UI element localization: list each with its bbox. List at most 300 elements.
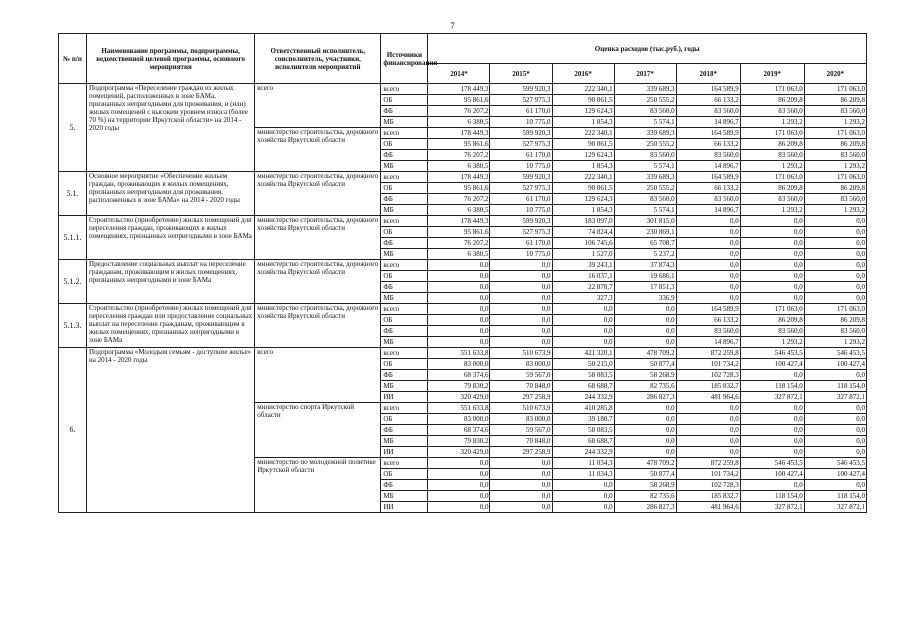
amount-cell: 118 154,0 [804, 381, 866, 392]
amount-cell: 83 560,0 [614, 194, 676, 205]
amount-cell: 74 824,4 [552, 227, 614, 238]
amount-cell: 0,0 [804, 249, 866, 260]
amount-cell: 510 673,9 [490, 348, 552, 359]
amount-cell: 0,0 [552, 337, 614, 348]
header-year: 2018* [676, 64, 740, 84]
amount-cell: 599 920,3 [490, 216, 552, 227]
amount-cell: 0,0 [614, 326, 676, 337]
funding-source: ОБ [381, 227, 428, 238]
funding-source: ОБ [381, 139, 428, 150]
amount-cell: 0,0 [804, 216, 866, 227]
amount-cell: 164 589,9 [676, 304, 740, 315]
amount-cell: 50 877,4 [614, 469, 676, 480]
amount-cell: 83 560,0 [804, 194, 866, 205]
executor: министерство строительства, дорожного хозяйства Иркутской области [255, 172, 381, 216]
row-number: 5.1.1. [59, 216, 87, 260]
amount-cell: 551 633,8 [428, 348, 490, 359]
amount-cell: 0,0 [676, 271, 740, 282]
table-row [59, 348, 867, 359]
amount-cell: 0,0 [552, 491, 614, 502]
amount-cell: 22 878,7 [552, 282, 614, 293]
amount-cell: 171 063,0 [740, 84, 804, 95]
amount-cell: 19 686,1 [614, 271, 676, 282]
page-number: 7 [450, 21, 455, 31]
amount-cell: 0,0 [804, 271, 866, 282]
amount-cell: 0,0 [428, 326, 490, 337]
amount-cell: 0,0 [552, 326, 614, 337]
amount-cell: 327 872,1 [804, 392, 866, 403]
amount-cell: 90 861,5 [552, 95, 614, 106]
amount-cell: 0,0 [490, 326, 552, 337]
amount-cell: 0,0 [676, 436, 740, 447]
table-row [59, 304, 867, 315]
amount-cell: 0,0 [428, 282, 490, 293]
amount-cell: 0,0 [676, 216, 740, 227]
funding-source: всего [381, 348, 428, 359]
funding-source: ИИ [381, 447, 428, 458]
amount-cell: 14 896,7 [676, 337, 740, 348]
table-row [59, 260, 867, 271]
amount-cell: 86 209,8 [740, 95, 804, 106]
amount-cell: 1 293,2 [804, 205, 866, 216]
amount-cell: 5 574,1 [614, 117, 676, 128]
amount-cell: 0,0 [614, 403, 676, 414]
amount-cell: 527 975,3 [490, 139, 552, 150]
funding-source: всего [381, 403, 428, 414]
amount-cell: 244 332,9 [552, 392, 614, 403]
funding-source: ФБ [381, 194, 428, 205]
amount-cell: 76 207,2 [428, 150, 490, 161]
amount-cell: 61 170,0 [490, 194, 552, 205]
amount-cell: 230 869,1 [614, 227, 676, 238]
funding-source: ОБ [381, 95, 428, 106]
program-name: Подпрограмма «Переселение граждан из жилых помещений, расположенных в зоне БАМа, признанных непригодными для проживания, и (или) жилых помещений с высоким уровнем износа (более 70 %) на территории Иркутской области» на 2014 - 2020 годы [87, 84, 255, 172]
funding-source: ФБ [381, 425, 428, 436]
amount-cell: 83 560,0 [740, 326, 804, 337]
amount-cell: 11 034,3 [552, 469, 614, 480]
amount-cell: 185 832,7 [676, 381, 740, 392]
amount-cell: 0,0 [428, 469, 490, 480]
amount-cell: 0,0 [490, 282, 552, 293]
amount-cell: 0,0 [804, 403, 866, 414]
amount-cell: 0,0 [740, 216, 804, 227]
program-name: Основное мероприятие «Обеспечение жильем граждан, проживающих в жилых помещениях, признанных непригодными для проживания, расположенных в зоне БАМа» на 2014 - 2020 годы [87, 172, 255, 216]
amount-cell: 100 427,4 [804, 359, 866, 370]
funding-source: ОБ [381, 271, 428, 282]
amount-cell: 83 000,0 [490, 414, 552, 425]
amount-cell: 86 209,8 [804, 95, 866, 106]
amount-cell: 66 133,2 [676, 183, 740, 194]
amount-cell: 100 427,4 [740, 469, 804, 480]
amount-cell: 83 560,0 [614, 106, 676, 117]
amount-cell: 0,0 [740, 271, 804, 282]
row-number: 5. [59, 84, 87, 172]
amount-cell: 66 133,2 [676, 315, 740, 326]
funding-source: ФБ [381, 106, 428, 117]
amount-cell: 301 815,0 [614, 216, 676, 227]
header-source: Источники финансирования [381, 34, 428, 84]
amount-cell: 171 063,0 [740, 128, 804, 139]
amount-cell: 86 209,8 [740, 315, 804, 326]
amount-cell: 10 775,0 [490, 205, 552, 216]
header-year: 2020* [804, 64, 866, 84]
amount-cell: 0,0 [428, 293, 490, 304]
expense-table [58, 33, 867, 513]
amount-cell: 0,0 [490, 304, 552, 315]
amount-cell: 86 209,8 [804, 183, 866, 194]
amount-cell: 327,3 [552, 293, 614, 304]
amount-cell: 0,0 [552, 480, 614, 491]
amount-cell: 0,0 [676, 249, 740, 260]
funding-source: всего [381, 172, 428, 183]
amount-cell: 0,0 [676, 414, 740, 425]
amount-cell: 14 896,7 [676, 205, 740, 216]
amount-cell: 66 133,2 [676, 95, 740, 106]
amount-cell: 0,0 [740, 249, 804, 260]
amount-cell: 0,0 [676, 447, 740, 458]
amount-cell: 546 453,5 [740, 458, 804, 469]
amount-cell: 11 034,3 [552, 458, 614, 469]
amount-cell: 95 861,6 [428, 227, 490, 238]
amount-cell: 14 896,7 [676, 161, 740, 172]
amount-cell: 244 332,9 [552, 447, 614, 458]
amount-cell: 0,0 [740, 447, 804, 458]
amount-cell: 61 170,0 [490, 238, 552, 249]
amount-cell: 164 589,9 [676, 128, 740, 139]
amount-cell: 183 097,0 [552, 216, 614, 227]
program-name: Строительство (приобретение) жилых помещений для переселения граждан или предоставление социальных выплат на переселение гражданам, проживающим в жилых помещениях, признанных непригодными в зоне БАМа [87, 304, 255, 348]
amount-cell: 421 320,1 [552, 348, 614, 359]
amount-cell: 50 215,0 [552, 359, 614, 370]
amount-cell: 0,0 [740, 260, 804, 271]
funding-source: ФБ [381, 150, 428, 161]
amount-cell: 5 237,2 [614, 249, 676, 260]
amount-cell: 0,0 [676, 425, 740, 436]
amount-cell: 0,0 [428, 491, 490, 502]
amount-cell: 0,0 [490, 260, 552, 271]
amount-cell: 0,0 [740, 227, 804, 238]
row-number: 5.1. [59, 172, 87, 216]
amount-cell: 0,0 [740, 282, 804, 293]
amount-cell: 320 429,0 [428, 392, 490, 403]
amount-cell: 0,0 [490, 502, 552, 513]
amount-cell: 1 854,3 [552, 117, 614, 128]
amount-cell: 297 258,9 [490, 447, 552, 458]
amount-cell: 101 734,2 [676, 359, 740, 370]
amount-cell: 510 673,9 [490, 403, 552, 414]
amount-cell: 1 854,3 [552, 161, 614, 172]
program-name: Подпрограмма «Молодым семьям - доступное жилье» на 2014 - 2020 годы [87, 348, 255, 513]
funding-source: МБ [381, 491, 428, 502]
amount-cell: 90 861,5 [552, 139, 614, 150]
funding-source: ФБ [381, 480, 428, 491]
amount-cell: 599 920,3 [490, 172, 552, 183]
amount-cell: 6 380,5 [428, 205, 490, 216]
row-number: 5.1.2. [59, 260, 87, 304]
funding-source: ФБ [381, 326, 428, 337]
header-estimate: Оценка расходов (тыс.руб.), годы [428, 34, 867, 64]
amount-cell: 164 589,9 [676, 172, 740, 183]
amount-cell: 171 063,0 [804, 84, 866, 95]
amount-cell: 178 449,3 [428, 172, 490, 183]
header-name: Наименование программы, подпрограммы, ведомственной целевой программы, основного мероприятия [87, 34, 255, 84]
funding-source: МБ [381, 381, 428, 392]
amount-cell: 0,0 [428, 480, 490, 491]
amount-cell: 171 063,0 [804, 304, 866, 315]
amount-cell: 76 207,2 [428, 238, 490, 249]
amount-cell: 0,0 [614, 414, 676, 425]
amount-cell: 0,0 [804, 480, 866, 491]
amount-cell: 178 449,3 [428, 216, 490, 227]
amount-cell: 68 688,7 [552, 436, 614, 447]
amount-cell: 599 920,3 [490, 128, 552, 139]
amount-cell: 59 567,0 [490, 425, 552, 436]
amount-cell: 0,0 [740, 480, 804, 491]
amount-cell: 79 830,2 [428, 436, 490, 447]
amount-cell: 37 874,3 [614, 260, 676, 271]
amount-cell: 171 063,0 [804, 128, 866, 139]
amount-cell: 0,0 [804, 436, 866, 447]
amount-cell: 61 170,0 [490, 106, 552, 117]
amount-cell: 100 427,4 [804, 469, 866, 480]
amount-cell: 0,0 [552, 304, 614, 315]
amount-cell: 0,0 [676, 260, 740, 271]
amount-cell: 86 209,8 [740, 183, 804, 194]
amount-cell: 171 063,0 [740, 172, 804, 183]
amount-cell: 0,0 [614, 425, 676, 436]
program-name: Предоставление социальных выплат на переселение гражданам, проживающим в жилых помещениях, признанных непригодными в зоне БАМа [87, 260, 255, 304]
amount-cell: 39 243,1 [552, 260, 614, 271]
amount-cell: 0,0 [676, 293, 740, 304]
amount-cell: 0,0 [490, 491, 552, 502]
amount-cell: 327 872,1 [740, 502, 804, 513]
amount-cell: 82 735,6 [614, 491, 676, 502]
amount-cell: 79 830,2 [428, 381, 490, 392]
amount-cell: 0,0 [428, 271, 490, 282]
amount-cell: 171 063,0 [740, 304, 804, 315]
amount-cell: 95 861,6 [428, 139, 490, 150]
header-year: 2015* [490, 64, 552, 84]
amount-cell: 6 380,5 [428, 117, 490, 128]
funding-source: МБ [381, 117, 428, 128]
amount-cell: 83 560,0 [740, 194, 804, 205]
amount-cell: 1 293,2 [804, 337, 866, 348]
amount-cell: 83 000,0 [428, 414, 490, 425]
amount-cell: 83 000,0 [428, 359, 490, 370]
funding-source: ФБ [381, 370, 428, 381]
amount-cell: 10 775,0 [490, 161, 552, 172]
amount-cell: 527 975,3 [490, 227, 552, 238]
amount-cell: 82 735,6 [614, 381, 676, 392]
amount-cell: 118 154,0 [740, 491, 804, 502]
header-year: 2014* [428, 64, 490, 84]
amount-cell: 83 560,0 [676, 106, 740, 117]
funding-source: ОБ [381, 359, 428, 370]
amount-cell: 129 624,3 [552, 194, 614, 205]
amount-cell: 1 293,2 [740, 337, 804, 348]
amount-cell: 250 555,2 [614, 183, 676, 194]
amount-cell: 1 854,3 [552, 205, 614, 216]
table-row [59, 216, 867, 227]
amount-cell: 0,0 [676, 282, 740, 293]
row-number: 5.1.3. [59, 304, 87, 348]
amount-cell: 410 285,8 [552, 403, 614, 414]
amount-cell: 872 259,8 [676, 458, 740, 469]
amount-cell: 65 708,7 [614, 238, 676, 249]
amount-cell: 58 083,5 [552, 425, 614, 436]
amount-cell: 0,0 [490, 293, 552, 304]
amount-cell: 68 374,6 [428, 425, 490, 436]
amount-cell: 102 728,3 [676, 370, 740, 381]
amount-cell: 76 207,2 [428, 106, 490, 117]
amount-cell: 129 624,3 [552, 150, 614, 161]
amount-cell: 250 555,2 [614, 95, 676, 106]
amount-cell: 222 340,1 [552, 128, 614, 139]
amount-cell: 1 293,2 [804, 161, 866, 172]
amount-cell: 10 775,0 [490, 249, 552, 260]
amount-cell: 106 745,6 [552, 238, 614, 249]
executor: министерство строительства, дорожного хозяйства Иркутской области [255, 260, 381, 304]
amount-cell: 5 574,1 [614, 161, 676, 172]
amount-cell: 339 689,3 [614, 128, 676, 139]
amount-cell: 0,0 [552, 502, 614, 513]
executor: всего [255, 84, 381, 128]
amount-cell: 86 209,8 [740, 139, 804, 150]
amount-cell: 118 154,0 [804, 491, 866, 502]
amount-cell: 0,0 [804, 447, 866, 458]
amount-cell: 599 920,3 [490, 84, 552, 95]
funding-source: МБ [381, 337, 428, 348]
amount-cell: 70 848,0 [490, 436, 552, 447]
table-row [59, 172, 867, 183]
amount-cell: 66 133,2 [676, 139, 740, 150]
amount-cell: 546 453,5 [804, 458, 866, 469]
amount-cell: 222 340,1 [552, 84, 614, 95]
executor: министерство по молодежной политике Иркутской области [255, 458, 381, 513]
amount-cell: 320 429,0 [428, 447, 490, 458]
amount-cell: 0,0 [676, 403, 740, 414]
amount-cell: 0,0 [490, 480, 552, 491]
table-row [59, 84, 867, 95]
amount-cell: 0,0 [490, 337, 552, 348]
amount-cell: 0,0 [490, 458, 552, 469]
amount-cell: 327 872,1 [740, 392, 804, 403]
amount-cell: 83 000,0 [490, 359, 552, 370]
amount-cell: 872 259,8 [676, 348, 740, 359]
amount-cell: 0,0 [740, 425, 804, 436]
amount-cell: 527 975,3 [490, 95, 552, 106]
amount-cell: 118 154,0 [740, 381, 804, 392]
amount-cell: 16 037,1 [552, 271, 614, 282]
amount-cell: 171 063,0 [804, 172, 866, 183]
amount-cell: 1 293,2 [740, 117, 804, 128]
funding-source: всего [381, 304, 428, 315]
amount-cell: 0,0 [804, 227, 866, 238]
amount-cell: 286 827,3 [614, 502, 676, 513]
amount-cell: 0,0 [804, 282, 866, 293]
amount-cell: 39 180,7 [552, 414, 614, 425]
amount-cell: 0,0 [428, 315, 490, 326]
program-name: Строительство (приобретение) жилых помещений для переселения граждан, проживающих в жилых помещениях, признанных непригодными в зоне БАМа [87, 216, 255, 260]
amount-cell: 59 567,0 [490, 370, 552, 381]
amount-cell: 90 861,5 [552, 183, 614, 194]
amount-cell: 0,0 [614, 315, 676, 326]
amount-cell: 68 688,7 [552, 381, 614, 392]
amount-cell: 546 453,5 [740, 348, 804, 359]
amount-cell: 0,0 [740, 403, 804, 414]
amount-cell: 0,0 [804, 414, 866, 425]
amount-cell: 0,0 [676, 227, 740, 238]
amount-cell: 1 527,0 [552, 249, 614, 260]
amount-cell: 95 861,6 [428, 95, 490, 106]
amount-cell: 68 374,6 [428, 370, 490, 381]
amount-cell: 0,0 [614, 447, 676, 458]
amount-cell: 178 449,3 [428, 84, 490, 95]
amount-cell: 1 293,2 [740, 161, 804, 172]
executor: всего [255, 348, 381, 403]
executor: министерство строительства, дорожного хозяйства Иркутской области [255, 304, 381, 348]
amount-cell: 0,0 [804, 293, 866, 304]
amount-cell: 83 560,0 [740, 150, 804, 161]
amount-cell: 0,0 [804, 260, 866, 271]
amount-cell: 1 293,2 [740, 205, 804, 216]
amount-cell: 129 624,3 [552, 106, 614, 117]
amount-cell: 546 453,5 [804, 348, 866, 359]
amount-cell: 10 775,0 [490, 117, 552, 128]
amount-cell: 17 851,3 [614, 282, 676, 293]
amount-cell: 286 827,3 [614, 392, 676, 403]
amount-cell: 0,0 [740, 293, 804, 304]
amount-cell: 0,0 [740, 436, 804, 447]
row-number: 6. [59, 348, 87, 513]
amount-cell: 102 728,3 [676, 480, 740, 491]
header-year: 2019* [740, 64, 804, 84]
funding-source: ОБ [381, 315, 428, 326]
amount-cell: 339 689,3 [614, 84, 676, 95]
amount-cell: 83 560,0 [676, 150, 740, 161]
header-year: 2016* [552, 64, 614, 84]
amount-cell: 327 872,1 [804, 502, 866, 513]
amount-cell: 83 560,0 [804, 326, 866, 337]
funding-source: ИИ [381, 502, 428, 513]
amount-cell: 83 560,0 [804, 150, 866, 161]
executor: министерство строительства, дорожного хозяйства Иркутской области [255, 128, 381, 172]
amount-cell: 5 574,1 [614, 205, 676, 216]
amount-cell: 58 268,9 [614, 370, 676, 381]
amount-cell: 0,0 [804, 238, 866, 249]
amount-cell: 6 380,5 [428, 161, 490, 172]
amount-cell: 0,0 [676, 238, 740, 249]
amount-cell: 0,0 [428, 458, 490, 469]
amount-cell: 0,0 [490, 315, 552, 326]
amount-cell: 0,0 [552, 315, 614, 326]
amount-cell: 0,0 [428, 304, 490, 315]
funding-source: всего [381, 216, 428, 227]
amount-cell: 83 560,0 [740, 106, 804, 117]
amount-cell: 551 633,8 [428, 403, 490, 414]
amount-cell: 83 560,0 [804, 106, 866, 117]
amount-cell: 481 964,6 [676, 502, 740, 513]
funding-source: ОБ [381, 469, 428, 480]
amount-cell: 58 083,5 [552, 370, 614, 381]
amount-cell: 83 560,0 [676, 194, 740, 205]
header-year: 2017* [614, 64, 676, 84]
funding-source: ИИ [381, 392, 428, 403]
funding-source: всего [381, 260, 428, 271]
amount-cell: 101 734,2 [676, 469, 740, 480]
amount-cell: 481 964,6 [676, 392, 740, 403]
amount-cell: 297 258,9 [490, 392, 552, 403]
